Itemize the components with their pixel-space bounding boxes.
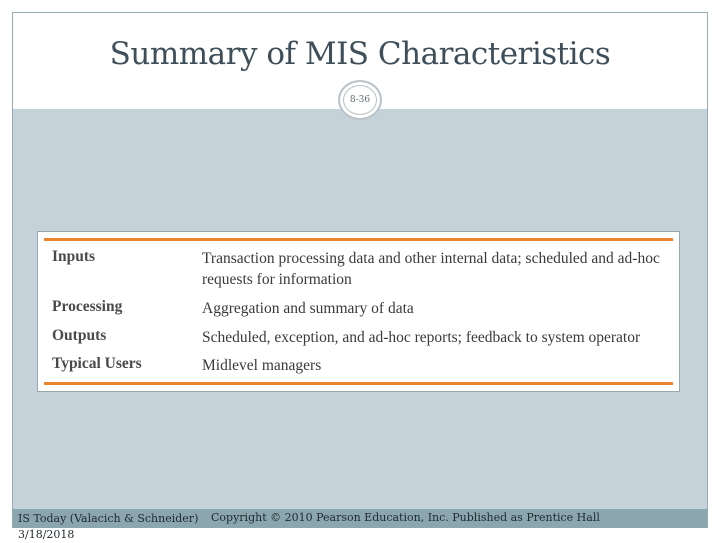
row-label: Inputs bbox=[52, 248, 96, 265]
row-label: Typical Users bbox=[52, 355, 142, 372]
slide-number: 8-36 bbox=[343, 85, 377, 115]
row-value: Midlevel managers bbox=[202, 357, 322, 374]
row-value: Aggregation and summary of data bbox=[202, 300, 414, 317]
footer-source-text: IS Today (Valacich & Schneider) bbox=[18, 512, 199, 525]
footer-copyright: Copyright © 2010 Pearson Education, Inc. Published as Prentice Hall bbox=[211, 511, 600, 524]
mis-summary-table bbox=[37, 231, 680, 392]
row-value: Transaction processing data and other internal data; scheduled and ad-hoc requests for information bbox=[202, 250, 660, 288]
slide-number-badge bbox=[338, 80, 382, 120]
footer-date: 3/18/2018 bbox=[18, 528, 75, 541]
row-label: Outputs bbox=[52, 327, 107, 344]
table-bottom-rule bbox=[44, 382, 673, 385]
table-top-rule bbox=[44, 238, 673, 241]
row-label: Processing bbox=[52, 298, 123, 315]
row-value: Scheduled, exception, and ad-hoc reports; feedback to system operator bbox=[202, 329, 641, 346]
slide-title: Summary of MIS Characteristics bbox=[109, 36, 611, 72]
footer-source bbox=[18, 511, 198, 543]
